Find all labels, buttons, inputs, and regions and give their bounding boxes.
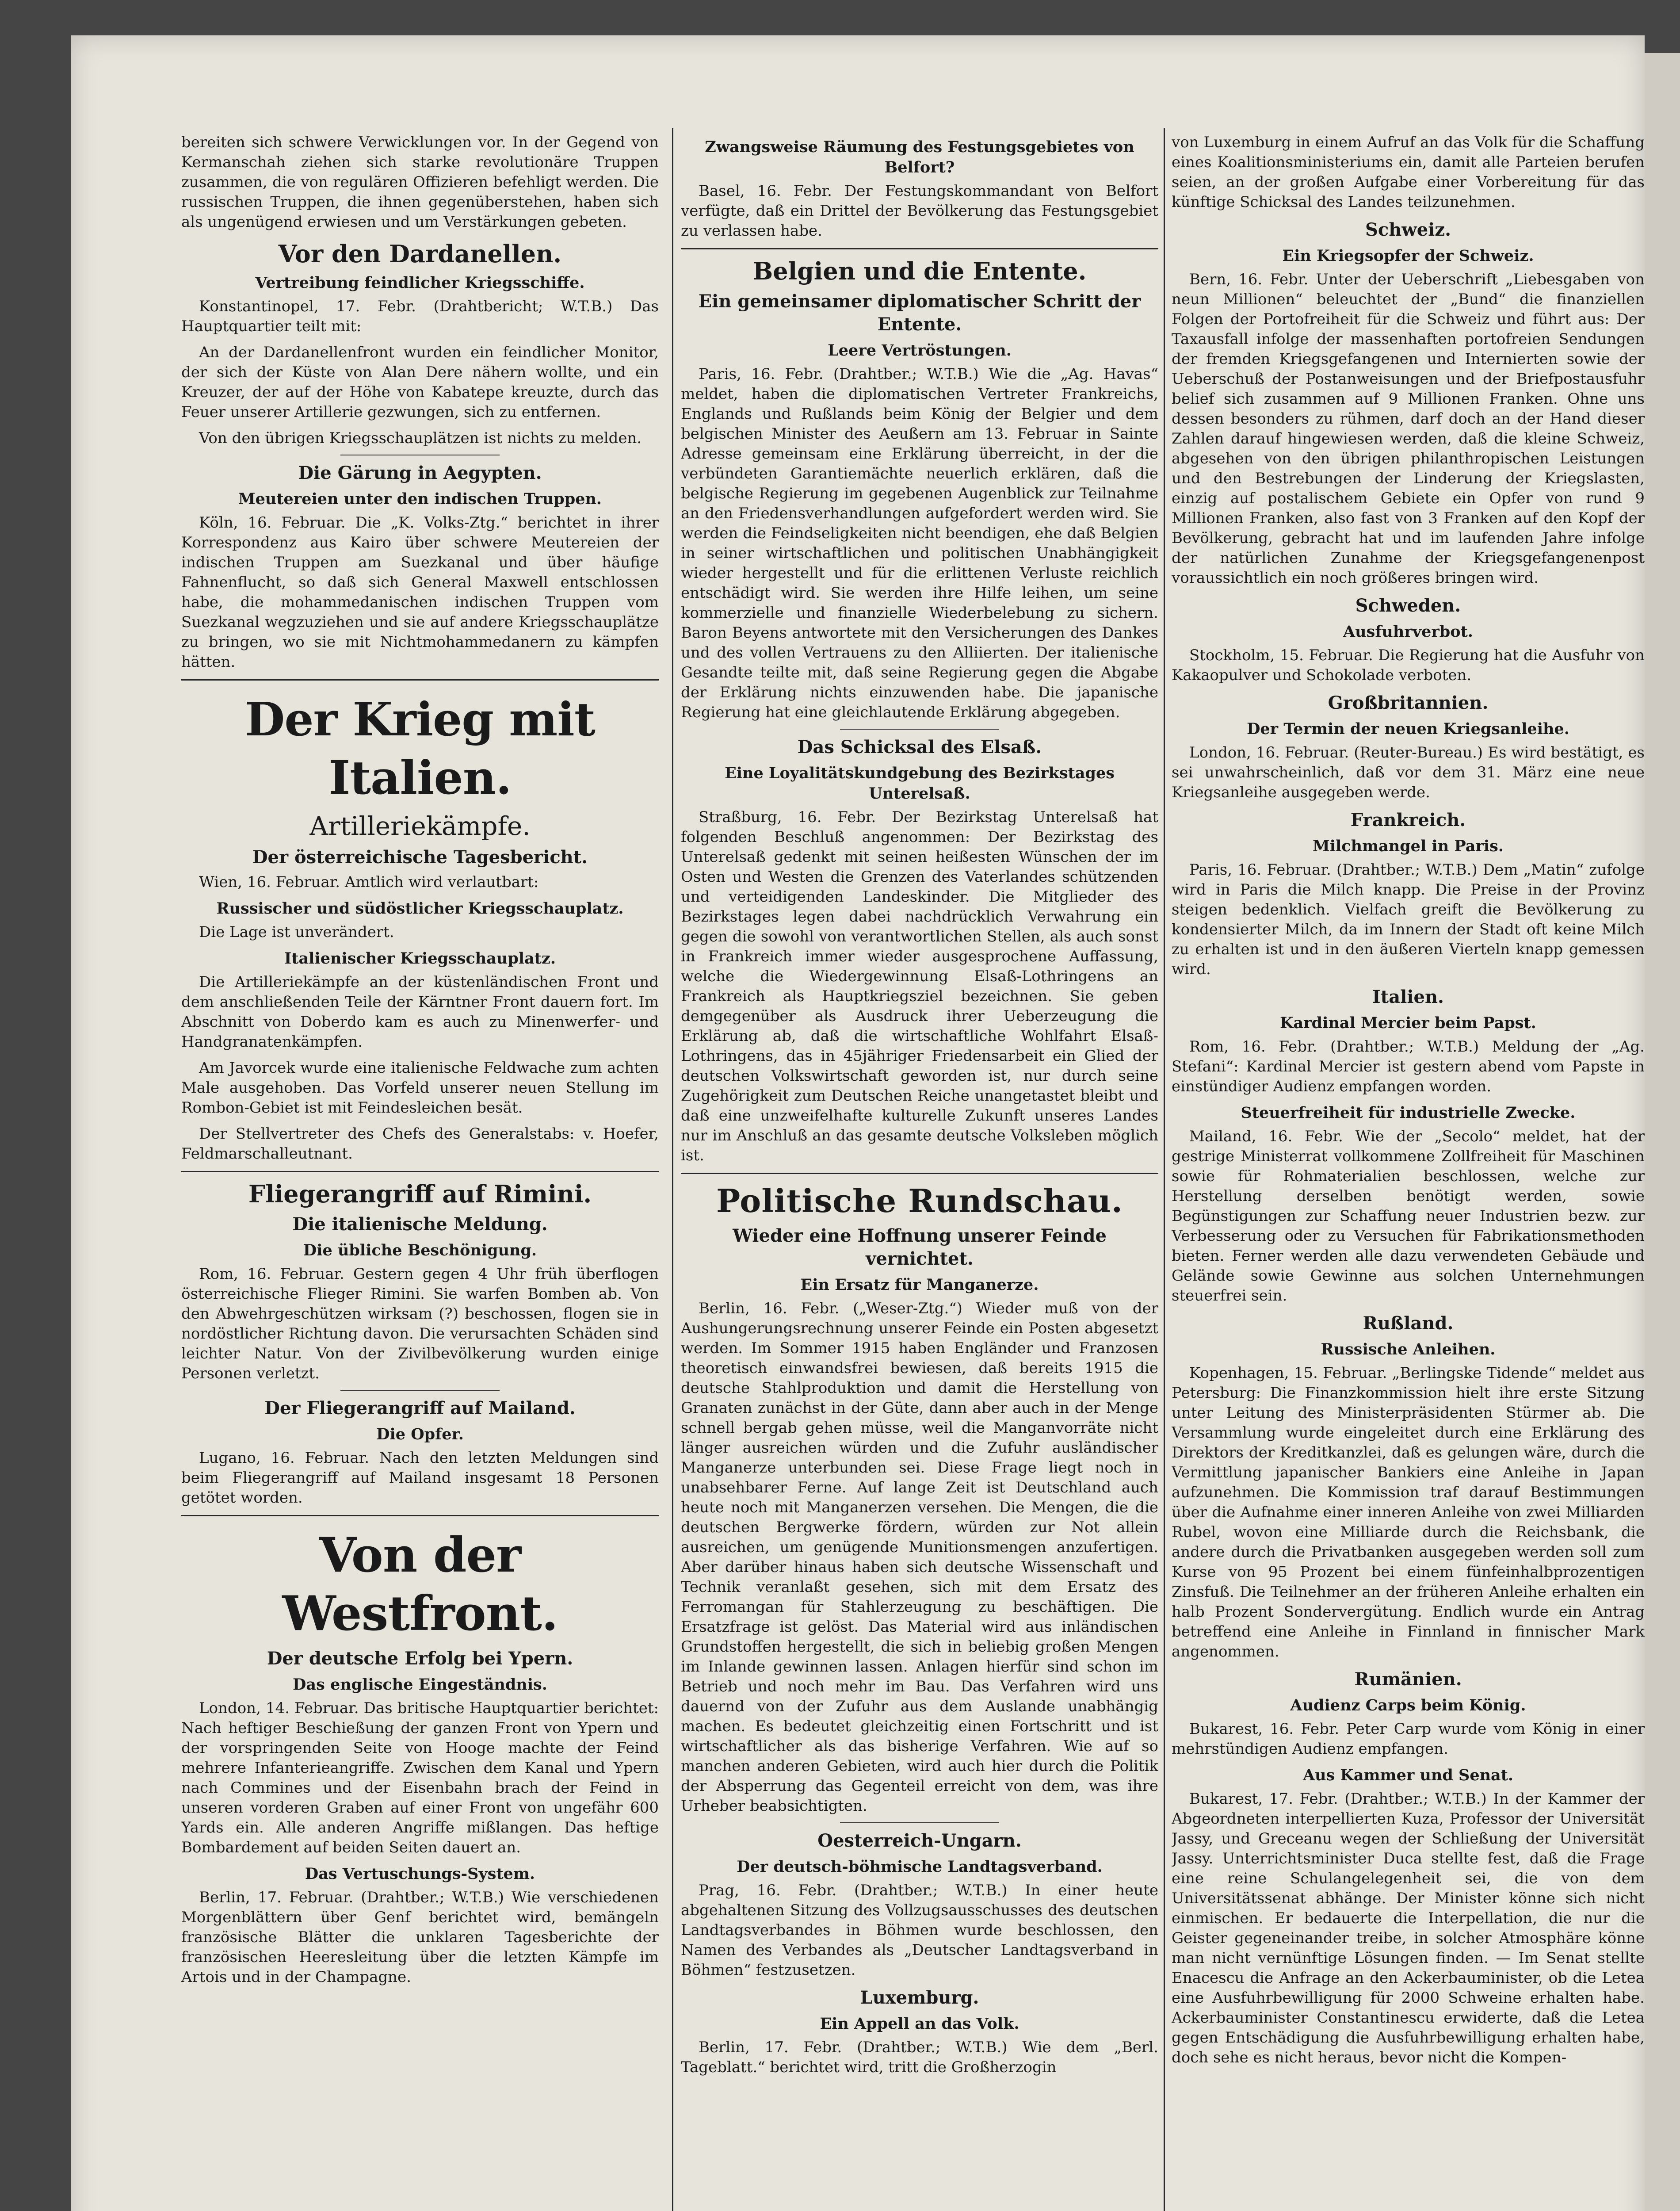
subheadline: Wieder eine Hoffnung unserer Feinde vernichtet. [733, 1225, 1107, 1269]
subheadline: Der österreichische Tagesbericht. [252, 847, 588, 868]
headline: Schweden. [1355, 595, 1461, 616]
article-text: Straßburg, 16. Febr. Der Bezirkstag Unterelsaß hat folgenden Beschluß angenommen: Der Bezirkstag des Unterelsaß gedenkt mit seinen heißesten Wünschen der im Osten und Westen die Grenzen des Vaterlandes schützenden und verteidigenden Landeskinder. Die Mitglieder des Bezirkstages legen dabei nachdrücklich Verwahrung ein gegen die sowohl von verantwortlichen Stellen, als auch sonst in Frankreich immer wieder ausgesprochene Auffassung, welche die Wiedergewinnung Elsaß-Lothringens an Frankreich als Hauptkriegsziel bezeichnen. Sie geben demgegenüber als Ausdruck ihrer Ueberzeugung die Erklärung ab, daß die wirtschaftliche Wohlfahrt Elsaß-Lothringens, das in 45jähriger Friedensarbeit ein Glied der deutschen Volkswirtschaft geworden ist, nur durch seine Zugehörigkeit zum Deutschen Reiche unangetastet bleibt und daß eine unzweifelhafte kulturelle Zukunft unseres Landes nur im Anschluß an das gesamte deutsche Volksleben möglich ist. [681, 808, 1158, 1164]
article-text: Kopenhagen, 15. Februar. „Berlingske Tidende“ meldet aus Petersburg: Die Finanzkommission hielt ihre erste Sitzung unter Leitung des Ministerpräsidenten Stürmer ab. Die Versammlung wurde eingeleitet durch eine Erklärung des Direktors der Kreditkanzlei, daß es gelungen wäre, durch die Vermittlung japanischer Bankiers eine Anleihe in Japan aufzunehmen. Die Kommission traf darauf Bestimmungen über die Aufnahme einer inneren Anleihe von zwei Milliarden Rubel, wovon eine Milliarde durch die Reichsbank, die andere durch die Privatbanken ausgegeben werden soll zum Kurse von 95 Prozent bei einem fünfeinhalbprozentigen Zinsfuß. Die Teilnehmer an der früheren Anleihe erhalten ein halb Prozent Sondervergütung. Endlich wurde ein Antrag betreffend eine Anleihe in Finnland in finnischer Mark angenommen. [1172, 1364, 1645, 1660]
article-text: Am Javorcek wurde eine italienische Feldwache zum achten Male ausgehoben. Das Vorfeld unserer neuen Stellung im Rombon-Gebiet ist mit Feindesleichen besät. [181, 1059, 659, 1117]
article-text: Berlin, 17. Febr. (Drahtber.; W.T.B.) Wie dem „Berl. Tageblatt.“ berichtet wird, tritt die Großherzogin [681, 2039, 1158, 2076]
headline: Artilleriekämpfe. [309, 811, 531, 841]
subheadline: Audienz Carps beim König. [1290, 1696, 1526, 1714]
headline: Rumänien. [1354, 1669, 1462, 1690]
subheadline: Eine Loyalitätskundgebung des Bezirkstages Unterelsaß. [725, 764, 1115, 803]
headline: Der Fliegerangriff auf Mailand. [264, 1398, 576, 1419]
article-text: Mailand, 16. Febr. Wie der „Secolo“ meldet, hat der gestrige Ministerrat vollkommene Zollfreiheit für Maschinen sowie für Rohmaterialien beschlossen, welche zur Herstellung derselben benötigt werden, sowie Begünstigungen zur Schaffung neuer Industrien bezw. zur Verbesserung oder zu Versuchen für Fabrikationsmethoden bieten. Ferner werden alle dazu verwendeten Gebäude und Gelände sowie Gewinne aus solchen Unternehmungen steuerfrei sein. [1172, 1128, 1645, 1304]
subheadline: Der deutsche Erfolg bei Ypern. [267, 1648, 573, 1669]
headline: Rußland. [1363, 1313, 1454, 1334]
headline: Italien. [1372, 987, 1444, 1007]
column-2 [681, 133, 1158, 2211]
article-text: Prag, 16. Febr. (Drahtber.; W.T.B.) In einer heute abgehaltenen Sitzung des Vollzugsausschusses des deutschen Landtagsverbandes in Böhmen wurde beschlossen, den Namen des Verbandes als „Deutscher Landtagsverband in Böhmen“ festzusetzen. [681, 1882, 1158, 1979]
article-text: Die Artilleriekämpfe an der küstenländischen Front und dem anschließenden Teile der Kärntner Front dauern fort. Im Abschnitt von Doberdo kam es auch zu Minenwerfer- und Handgranatenkämpfen. [181, 973, 659, 1051]
divider [181, 1515, 659, 1516]
subheadline: Die italienische Meldung. [292, 1214, 548, 1235]
article-text: Basel, 16. Febr. Der Festungskommandant von Belfort verfügte, daß ein Drittel der Bevölkerung das Festungsgebiet zu verlassen habe. [681, 182, 1158, 240]
article-text: Köln, 16. Februar. Die „K. Volks-Ztg.“ berichtet in ihrer Korrespondenz aus Kairo über schwere Meutereien der indischen Truppen am Suezkanal und über häufige Fahnenflucht, so daß sich General Maxwell entschlossen habe, die mohammedanischen indischen Truppen vom Suezkanal wegzuziehen und sie auf andere Kriegsschauplätze zu bringen, wo sie mit Nichtmohammedanern zu kämpfen hätten. [181, 514, 659, 671]
subheadline: Milchmangel in Paris. [1312, 837, 1504, 855]
article-text: Paris, 16. Febr. (Drahtber.; W.T.B.) Wie die „Ag. Havas“ meldet, haben die diplomatischen Vertreter Frankreichs, Englands und Rußlands beim König der Belgier und dem belgischen Minister des Aeußern am 13. Februar in Sainte Adresse gemeinsam eine Erklärung überreicht, in der die verbündeten Garantiemächte neuerlich erklären, daß die belgische Regierung im gegebenen Augenblick zur Teilnahme an den Friedensverhandlungen aufgefordert werden wird. Sie werden die Feindseligkeiten nicht beendigen, ehe daß Belgien in seiner wirtschaftlichen und politischen Unabhängigkeit wieder hergestellt und für die erlittenen Verluste reichlich entschädigt wird. Sie werden ihre Hilfe leihen, um seine kommerzielle und finanzielle Wiederbelebung zu sichern. Baron Beyens antwortete mit den Versicherungen des Dankes und des vollen Vertrauens zu den Alliierten. Der italienische Gesandte teilte mit, daß seine Regierung gegen die Abgabe der Erklärung nichts einzuwenden habe. Die japanische Regierung hat eine gleichlautende Erklärung abgegeben. [681, 365, 1158, 721]
subheadline: Ein Ersatz für Manganerze. [800, 1276, 1039, 1294]
subheadline: Ein Appell an das Volk. [820, 2015, 1019, 2033]
column-rule-1 [672, 128, 673, 2211]
divider [681, 1173, 1158, 1174]
article-text: An der Dardanellenfront wurden ein feindlicher Monitor, der sich der Küste von Alan Dere nähern wollte, und ein Kreuzer, der auf der Höhe von Kabatepe kreuzte, durch das Feuer unserer Artillerie gezwungen, sich zu entfernen. [181, 344, 659, 421]
column-1 [181, 133, 659, 2211]
headline: Luxemburg. [860, 1987, 979, 2008]
divider [840, 729, 999, 730]
article-text: Berlin, 16. Febr. („Weser-Ztg.“) Wieder muß von der Aushungerungsrechnung unserer Feinde ein Posten abgesetzt werden. Im Sommer 1915 haben Engländer und Franzosen theoretisch einwandsfrei bewiesen, daß bereits 1915 die deutsche Stahlproduktion und damit die Herstellung von Granaten zunächst in der Güte, dann aber auch in der Menge schnell bergab gehen müsse, weil die Manganvorräte nicht länger ausreichen würden und die Zufuhr ausländischer Manganerze unterbunden sei. Diese Frage liegt noch in unabsehbarer Ferne. Auf lange Zeit ist Deutschland auch heute noch mit Manganerzen versehen. Die Mengen, die die deutschen Bergwerke fördern, würden zur Not allein ausreichen, um genügende Munitionsmengen anzufertigen. Aber darüber hinaus haben sich deutsche Wissenschaft und Technik veranlaßt gesehen, sich mit dem Ersatz des Ferromangan für Stahlerzeugung zu beschäftigen. Die Ersatzfrage ist gelöst. Das Material wird aus inländischen Grundstoffen hergestellt, die sich in beliebig großen Mengen im Inlande gewinnen lassen. Anlagen hierfür sind schon im Betrieb und noch mehr im Bau. Das Verfahren wird uns dauernd von der Zufuhr aus dem Auslande unabhängig machen. Es bedeutet gleichzeitig einen Fortschritt und ist wirtschaftlicher als das bisherige Verfahren. Wie auf so manchen anderen Gebieten, wird auch hier durch die Politik der Absperrung das Gegenteil erreicht von dem, was ihre Urheber beabsichtigten. [681, 1300, 1158, 1815]
article-text: Die Lage ist unverändert. [199, 923, 394, 941]
subheadline: Ein gemeinsamer diplomatischer Schritt der Entente. [698, 291, 1141, 335]
subheadline: Leere Vertröstungen. [828, 341, 1012, 360]
headline: Großbritannien. [1328, 692, 1489, 713]
subheadline: Aus Kammer und Senat. [1302, 1766, 1514, 1784]
section-headline: Von der Westfront. [282, 1527, 558, 1641]
article-text: Bukarest, 17. Febr. (Drahtber.; W.T.B.) In der Kammer der Abgeordneten interpellierten Kuza, Professor der Universität Jassy, und Greceanu wegen der Schließung der Universität Jassy. Unterrichtsminister Duca stellte fest, daß die Frage eine reine Schulangelegenheit sei, die von dem Universitätssenat abhänge. Der Minister könne sich nicht einmischen. Er bedauerte die Interpellation, die nur die Geister gegeneinander treibe, in solcher Atmosphäre könne man nicht vernünftige Lösungen finden. — Im Senat stellte Enacescu die Anfrage an den Ackerbauminister, ob die Letea eine Ausfuhrbewilligung für 2000 Schweine erhalten habe. Ackerbauminister Constantinescu erwiderte, daß die Letea gegen Entschädigung die Ausfuhrbewilligung erhalten habe, doch sehe es nicht heraus, bevor nicht die Kompen- [1172, 1790, 1645, 2066]
article-text: bereiten sich schwere Verwicklungen vor. In der Gegend von Kermanschah ziehen sich starke revolutionäre Truppen zusammen, die von regulären Offizieren befehligt werden. Die russischen Truppen, die ihnen gegenüberstehen, haben sich als ungenügend erwiesen und um Verstärkungen gebeten. [181, 134, 659, 231]
subheadline: Steuerfreiheit für industrielle Zwecke. [1241, 1104, 1576, 1122]
article-text: Stockholm, 15. Februar. Die Regierung hat die Ausfuhr von Kakaopulver und Schokolade verboten. [1172, 646, 1645, 684]
subheadline: Russische Anleihen. [1321, 1340, 1496, 1358]
article-text: Wien, 16. Februar. Amtlich wird verlautbart: [199, 873, 539, 891]
subheadline: Der Termin der neuen Kriegsanleihe. [1247, 720, 1569, 738]
subheadline: Vertreibung feindlicher Kriegsschiffe. [255, 274, 585, 292]
divider [681, 248, 1158, 249]
column-rule-2 [1164, 128, 1165, 2211]
headline: Schweiz. [1365, 219, 1451, 240]
article-text: Konstantinopel, 17. Febr. (Drahtbericht; W.T.B.) Das Hauptquartier teilt mit: [181, 298, 659, 335]
headline: Oesterreich-Ungarn. [817, 1830, 1022, 1851]
article-text: Bukarest, 16. Febr. Peter Carp wurde vom König in einer mehrstündigen Audienz empfangen. [1172, 1720, 1645, 1758]
headline: Zwangsweise Räumung des Festungsgebietes von Belfort? [705, 138, 1134, 176]
article-text: Bern, 16. Febr. Unter der Ueberschrift „Liebesgaben von neun Millionen“ beleuchtet der „Bund“ die finanziellen Folgen der Portofreiheit für die Schweiz und führt aus: Der Taxausfall infolge der massenhaften portofreien Sendungen der fremden Kriegsgefangenen und Internierten sowie der Ueberschuß der Postanweisungen und der Briefpostausfuhr belief sich zusammen auf 9 Millionen Franken. Ohne uns dessen besonders zu rühmen, darf doch an der Hand dieser Zahlen darauf hingewiesen werden, daß die kleine Schweiz, abgesehen von den übrigen philanthropischen Leistungen und den Bestrebungen der Linderung der Kriegslasten, einzig auf postalischem Gebiete ein Opfer von rund 9 Millionen Franken, also fast von 3 Franken auf den Kopf der Bevölkerung, gebracht hat und im laufenden Jahre infolge der natürlichen Zunahme der Kriegsgefangenenpost voraussichtlich ein noch größeres bringen wird. [1172, 271, 1645, 587]
article-text: von Luxemburg in einem Aufruf an das Volk für die Schaffung eines Koalitionsministeriums ein, damit alle Parteien berufen seien, an der großen Aufgabe einer Vorbereitung für das künftige Schicksal des Landes teilzunehmen. [1172, 134, 1645, 211]
section-headline: Der Krieg mit Italien. [245, 692, 595, 805]
headline: Das Schicksal des Elsaß. [797, 737, 1042, 757]
divider [181, 1171, 659, 1172]
article-text: Rom, 16. Febr. (Drahtber.; W.T.B.) Meldung der „Ag. Stefani“: Kardinal Mercier ist gestern abend vom Papste in einstündiger Audienz empfangen worden. [1172, 1038, 1645, 1095]
subheadline: Russischer und südöstlicher Kriegsschauplatz. [216, 899, 624, 918]
headline: Frankreich. [1350, 810, 1466, 830]
page-edge [1645, 53, 1680, 2211]
subheadline: Ein Kriegsopfer der Schweiz. [1282, 247, 1534, 265]
headline: Fliegerangriff auf Rimini. [248, 1180, 592, 1208]
subheadline: Kardinal Mercier beim Papst. [1280, 1014, 1536, 1032]
headline: Die Gärung in Aegypten. [298, 463, 542, 483]
divider [181, 679, 659, 681]
article-text: Von den übrigen Kriegsschauplätzen ist nichts zu melden. [199, 429, 642, 447]
subheadline: Die übliche Beschönigung. [303, 1241, 537, 1259]
section-headline: Politische Rundschau. [716, 1182, 1123, 1220]
subheadline: Italienischer Kriegsschauplatz. [284, 949, 556, 968]
subheadline: Die Opfer. [376, 1425, 464, 1443]
article-text: Paris, 16. Februar. (Drahtber.; W.T.B.) Dem „Matin“ zufolge wird in Paris die Milch knapp. Die Preise in der Provinz steigen bedenklich. Vielfach greift die Bevölkerung zu kondensierter Milch, da im Innern der Stadt oft keine Milch zu erhalten ist und in den äußeren Vierteln knapp gemessen wird. [1172, 861, 1645, 978]
divider [840, 1822, 999, 1823]
article-text: Berlin, 17. Februar. (Drahtber.; W.T.B.) Wie verschiedenen Morgenblättern über Genf berichtet wird, bemängeln französische Blätter die unklaren Tagesberichte der französischen Heeresleitung über die letzten Kämpfe im Artois und in der Champagne. [181, 1889, 659, 1986]
subheadline: Ausfuhrverbot. [1343, 623, 1473, 641]
headline: Vor den Dardanellen. [278, 240, 562, 268]
subheadline: Meutereien unter den indischen Truppen. [238, 490, 602, 508]
subheadline: Das englische Eingeständnis. [293, 1675, 547, 1694]
headline: Belgien und die Entente. [752, 257, 1087, 285]
article-text: Lugano, 16. Februar. Nach den letzten Meldungen sind beim Fliegerangriff auf Mailand insgesamt 18 Personen getötet worden. [181, 1449, 659, 1507]
article-text: Der Stellvertreter des Chefs des Generalstabs: v. Hoefer, Feldmarschalleutnant. [181, 1125, 659, 1163]
subheadline: Der deutsch-böhmische Landtagsverband. [737, 1858, 1103, 1876]
article-text: London, 16. Februar. (Reuter-Bureau.) Es wird bestätigt, es sei unwahrscheinlich, daß vor dem 31. März eine neue Kriegsanleihe ausgegeben werde. [1172, 744, 1645, 801]
article-text: Rom, 16. Februar. Gestern gegen 4 Uhr früh überflogen österreichische Flieger Rimini. Sie warfen Bomben ab. Von den Abwehrgeschützen wirksam (?) beschossen, flogen sie in nordöstlicher Richtung davon. Die verursachten Schäden sind leichter Natur. Von der Zivilbevölkerung wurden einige Personen verletzt. [181, 1265, 659, 1382]
divider [340, 1390, 500, 1391]
column-3 [1172, 133, 1645, 2211]
subheadline: Das Vertuschungs-System. [305, 1865, 535, 1883]
article-text: London, 14. Februar. Das britische Hauptquartier berichtet: Nach heftiger Beschießung der ganzen Front von Ypern und der vorspringenden Seite von Hooge machte der Feind mehrere Infanterieangriffe. Zwischen dem Kanal und Ypern nach Commines und der Eisenbahn brach der Feind in unseren vorderen Graben auf einer Front von ungefähr 600 Yards ein. Alle anderen Angriffe mißlangen. Das heftige Bombardement auf beiden Seiten dauert an. [181, 1699, 659, 1856]
